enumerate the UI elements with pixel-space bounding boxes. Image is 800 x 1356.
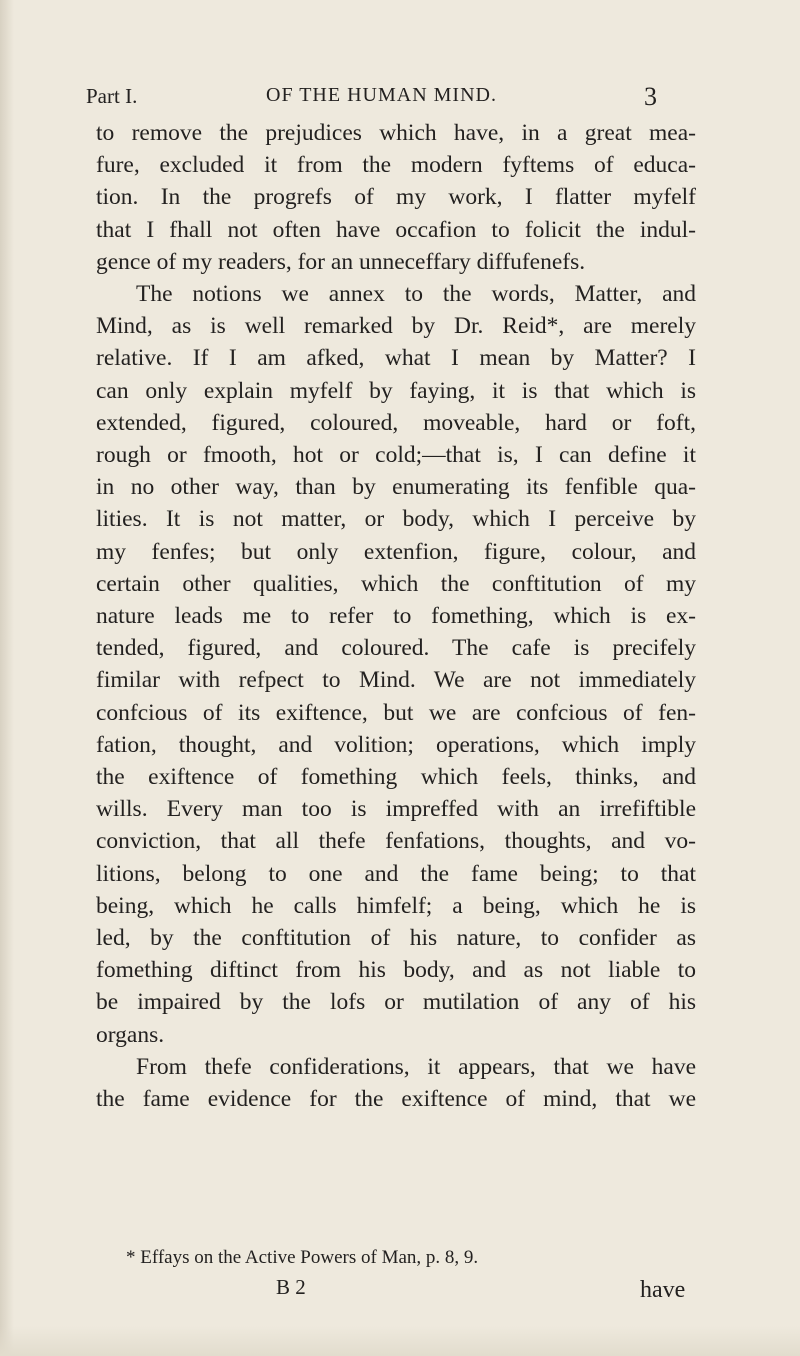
text-line: certain other qualities, which the conftitution of my <box>96 570 696 597</box>
page-gutter <box>0 0 14 1356</box>
text-line: tion. In the progrefs of my work, I flatter myfelf <box>96 184 696 211</box>
text-line: nature leads me to refer to fomething, which is ex- <box>96 603 696 630</box>
text-line: fation, thought, and volition; operations, which imply <box>96 731 696 758</box>
text-line: organs. <box>96 1021 165 1048</box>
text-line: From thefe confiderations, it appears, that we have <box>136 1053 696 1080</box>
text-line: confcious of its exiftence, but we are confcious of fen- <box>96 699 696 726</box>
text-line: the exiftence of fomething which feels, thinks, and <box>96 764 696 791</box>
running-head <box>86 84 686 114</box>
body-text <box>96 117 696 1115</box>
signature-mark: B 2 <box>276 1275 306 1299</box>
text-line: fure, excluded it from the modern fyftems of educa- <box>96 152 696 179</box>
text-line: relative. If I am afked, what I mean by Matter? I <box>96 345 696 372</box>
text-line: litions, belong to one and the fame being; to that <box>96 860 696 887</box>
text-line: rough or fmooth, hot or cold;—that is, I can define it <box>96 442 696 469</box>
text-line: extended, figured, coloured, moveable, hard or foft, <box>96 409 696 436</box>
text-line: fomething diftinct from his body, and as not liable to <box>96 957 696 984</box>
text-line: tended, figured, and coloured. The cafe is precifely <box>96 635 696 662</box>
text-line: the fame evidence for the exiftence of mind, that we <box>96 1086 696 1113</box>
text-line: to remove the prejudices which have, in a great mea- <box>96 120 696 146</box>
running-title: OF THE HUMAN MIND. <box>266 84 497 106</box>
text-line: led, by the conftitution of his nature, to confider as <box>96 925 696 952</box>
page-shadow <box>0 1326 800 1356</box>
text-line: lities. It is not matter, or body, which I perceive by <box>96 506 696 533</box>
text-line: wills. Every man too is impreffed with an irrefiftible <box>96 796 696 823</box>
text-line: fimilar with refpect to Mind. We are not immediately <box>96 667 696 694</box>
text-line: my fenfes; but only extenfion, figure, colour, and <box>96 538 696 565</box>
text-line: being, which he calls himfelf; a being, which he is <box>96 892 696 919</box>
text-line: The notions we annex to the words, Matter, and <box>136 281 696 308</box>
text-line: gence of my readers, for an unneceffary diffufenefs. <box>96 248 586 275</box>
text-line: can only explain myfelf by faying, it is that which is <box>96 377 696 404</box>
text-line: conviction, that all thefe fenfations, thoughts, and vo- <box>96 828 696 855</box>
text-line: in no other way, than by enumerating its fenfible qua- <box>96 474 696 501</box>
text-line: Mind, as is well remarked by Dr. Reid*, are merely <box>96 313 696 340</box>
catchword: have <box>640 1277 686 1303</box>
text-line: be impaired by the lofs or mutilation of any of his <box>96 989 696 1016</box>
text-line: that I fhall not often have occafion to folicit the indul- <box>96 216 696 243</box>
page-number: 3 <box>644 82 657 111</box>
footnote: * Effays on the Active Powers of Man, p. 8, 9. <box>126 1247 479 1268</box>
part-label: Part I. <box>86 84 138 108</box>
